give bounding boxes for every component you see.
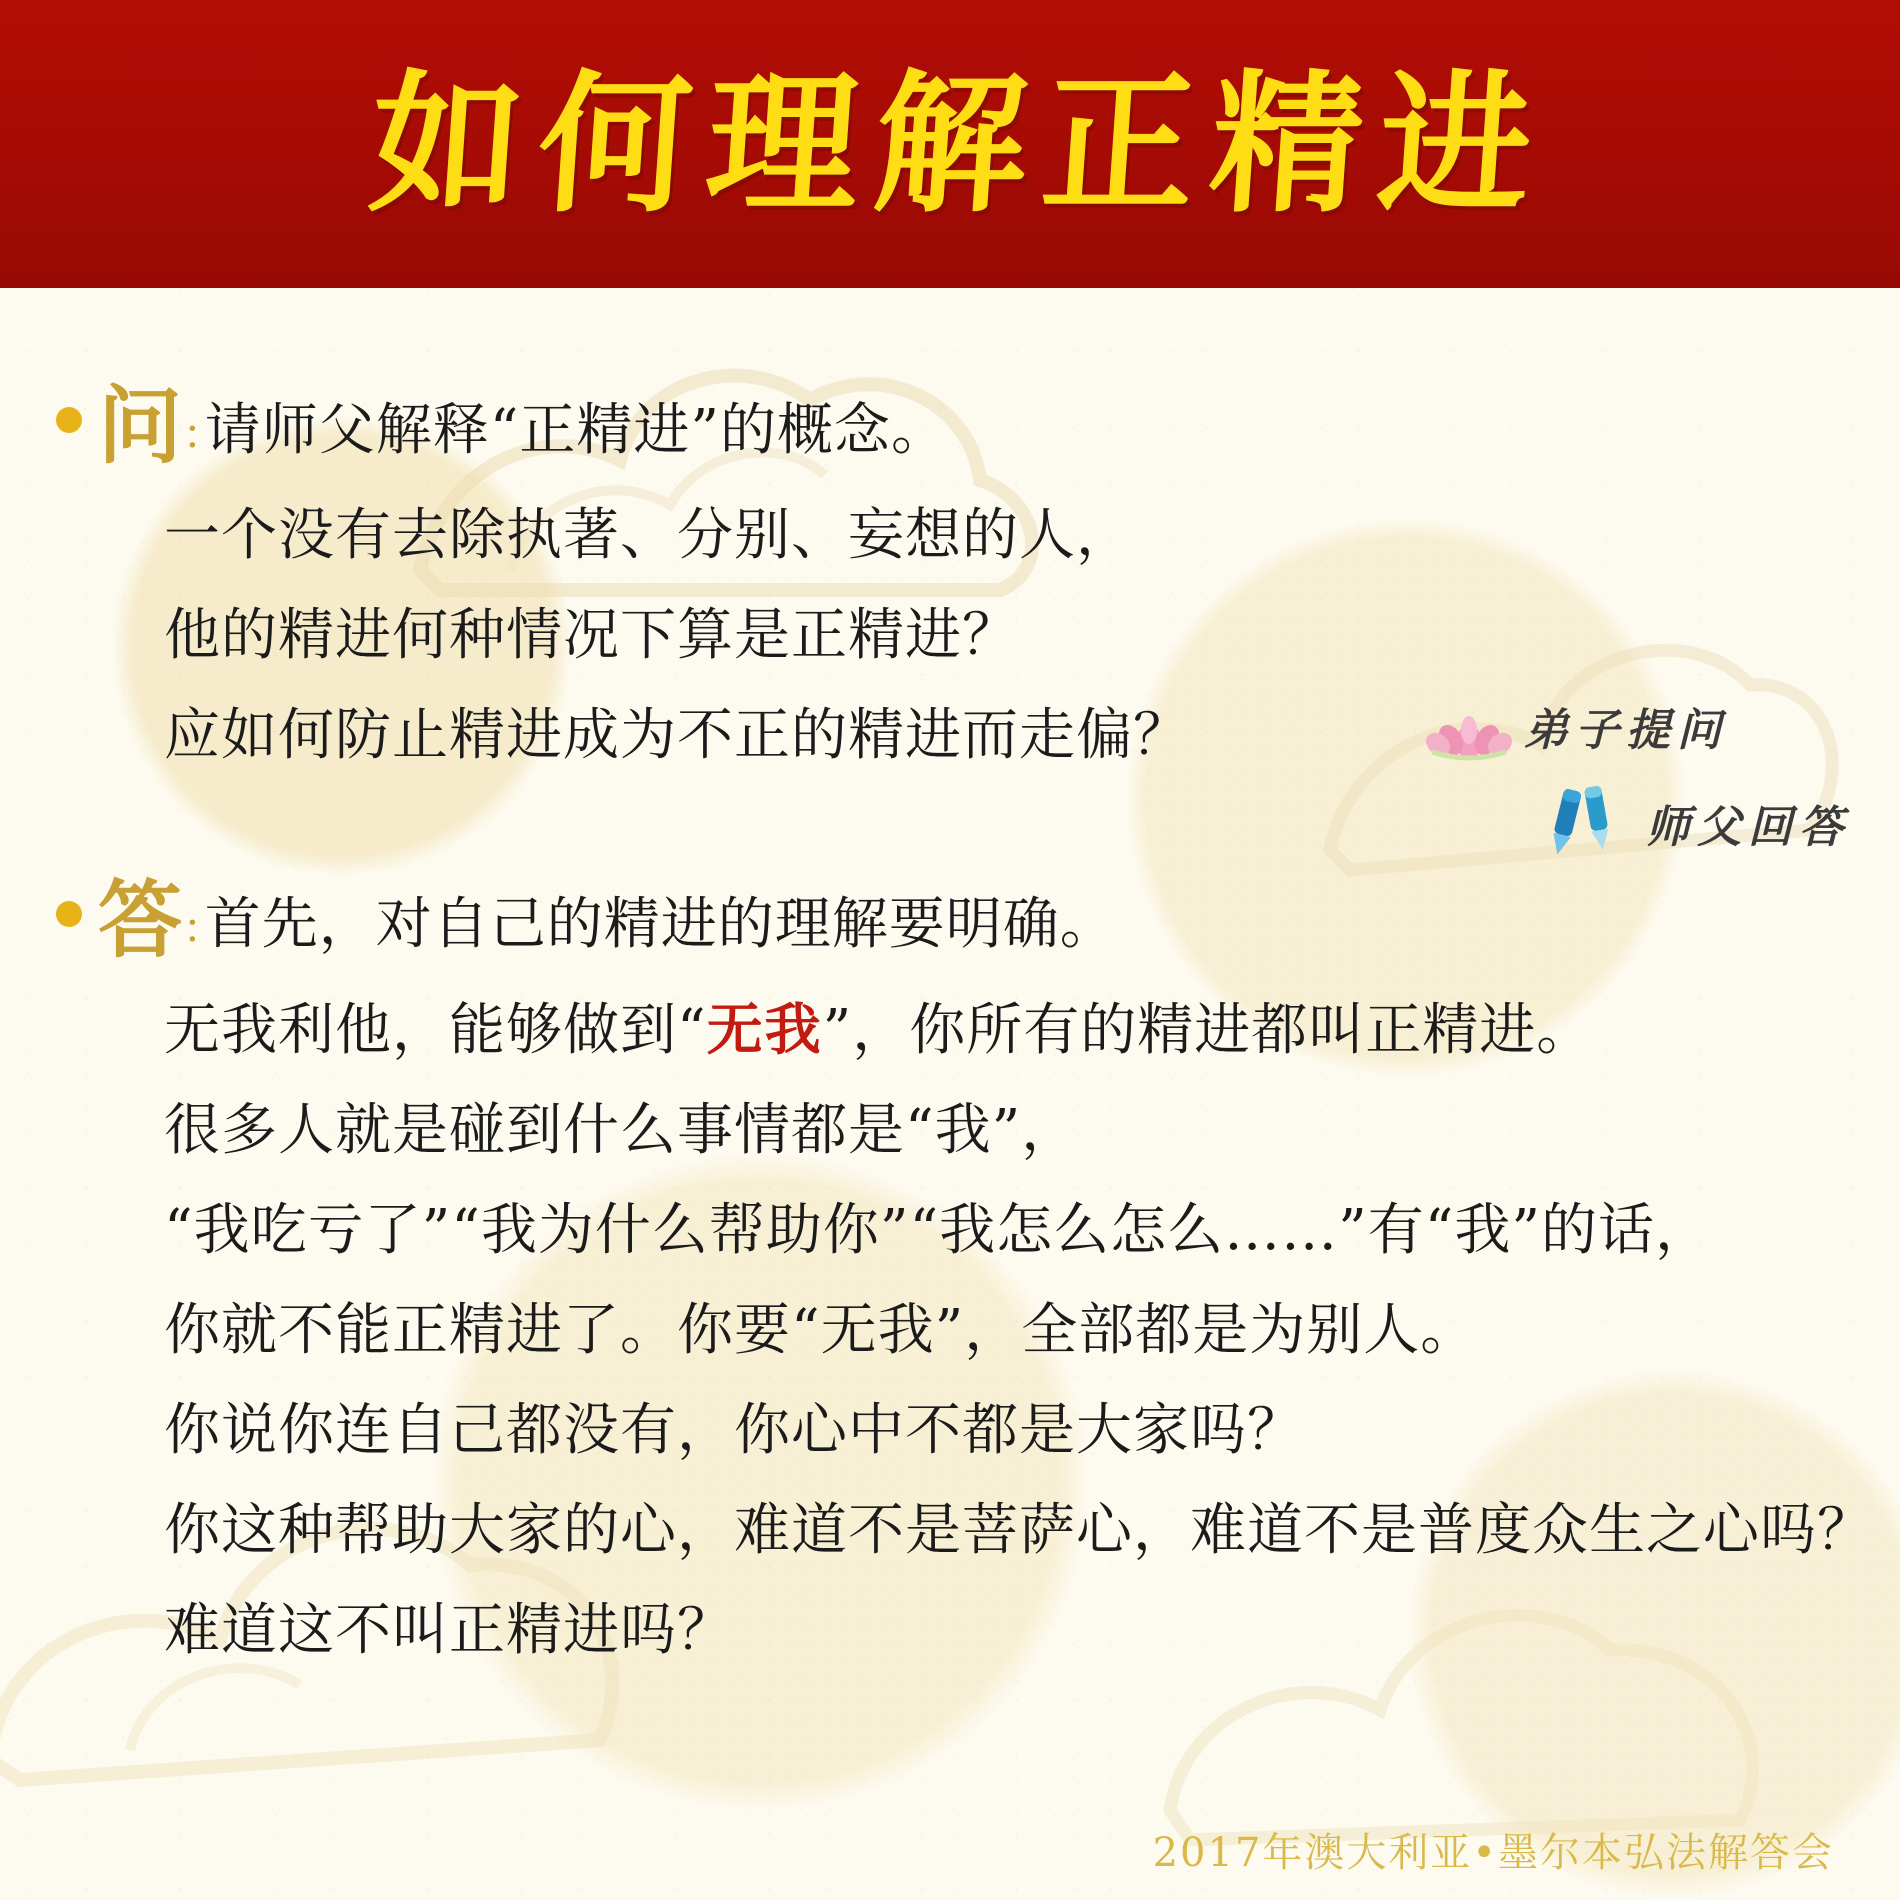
- question-bullet-icon: [56, 407, 82, 433]
- disciple-question-label: 弟子提问: [1524, 705, 1728, 756]
- answer-highlight-prefix: 无我利他，能够做到“: [164, 998, 707, 1063]
- answer-marker-colon: :: [186, 900, 199, 951]
- question-line: 一个没有去除执著、分别、妄想的人，: [164, 503, 1133, 568]
- question-line: 请师父解释“正精进”的概念。: [204, 398, 949, 463]
- question-marker-colon: :: [186, 406, 199, 457]
- question-line: 他的精进何种情况下算是正精进？: [164, 603, 1019, 668]
- source-footer: 2017年澳大利亚•墨尔本弘法解答会: [1152, 1830, 1834, 1876]
- answer-line: 很多人就是碰到什么事情都是“我”，: [164, 1098, 1079, 1163]
- lotus-icon: [1426, 690, 1512, 762]
- answer-highlight-suffix: ”，你所有的精进都叫正精进。: [822, 998, 1594, 1063]
- signature-stamp: [1420, 690, 1850, 910]
- question-line: 应如何防止精进成为不正的精进而走偏？: [164, 703, 1190, 768]
- title-banner: [0, 0, 1900, 288]
- answer-line: 首先，对自己的精进的理解要明确。: [204, 892, 1117, 957]
- disciple-question-label-row: [1426, 690, 1840, 762]
- answer-highlight-line: [164, 997, 1830, 1063]
- master-answer-label: 师父回答: [1646, 802, 1850, 853]
- answer-emphasis-text: 无我: [706, 997, 823, 1063]
- answer-marker: 答: [98, 870, 183, 969]
- answer-block: [56, 870, 1874, 1663]
- answer-line: 难道这不叫正精进吗？: [164, 1598, 734, 1663]
- answer-bullet-icon: [56, 901, 82, 927]
- answer-line: 你这种帮助大家的心，难道不是菩萨心，难道不是普度众生之心吗？: [164, 1498, 1874, 1563]
- main-content: [0, 288, 1900, 1663]
- answer-line: 你说你连自己都没有，你心中不都是大家吗？: [164, 1398, 1304, 1463]
- answer-line: “我吃亏了”“我为什么帮助你”“我怎么怎么……”有“我”的话，: [164, 1198, 1713, 1263]
- answer-line: 你就不能正精进了。你要“无我”，全部都是为别人。: [164, 1298, 1478, 1363]
- master-answer-label-row: [1538, 784, 1850, 862]
- pen-icon: [1538, 784, 1634, 862]
- page-title: 如何理解正精进: [364, 54, 1554, 233]
- question-first-line: [56, 376, 1830, 475]
- question-marker: 问: [98, 376, 183, 475]
